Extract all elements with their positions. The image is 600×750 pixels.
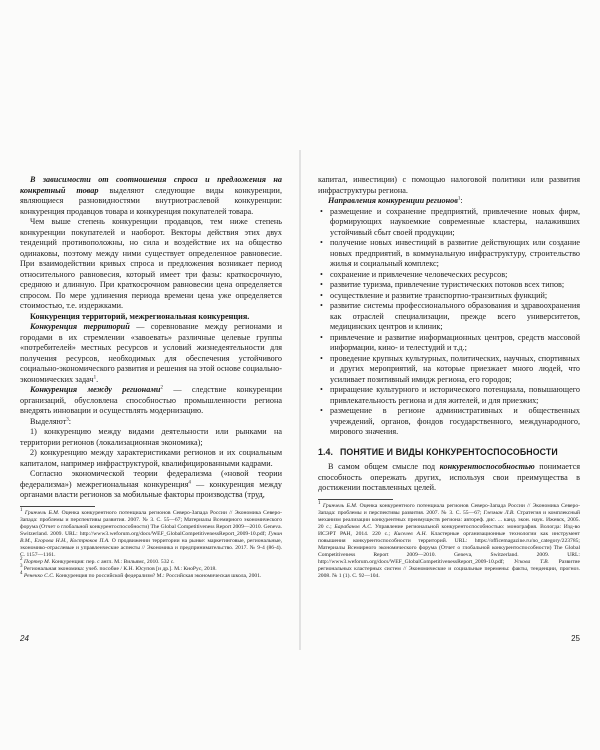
- paragraph: В самом общем смысле под конкурентоспособностью понимается способность опережать других, используя свои преимущества в достижении поставленных целей.: [318, 462, 580, 492]
- list-item: • размещение и сохранение предприятий, привлечение новых фирм, формирующих наукоемкие современные кластеры, налаживших устойчивый сбыт своей продукции;: [318, 207, 580, 239]
- section-number: 1.4.: [318, 446, 334, 457]
- paragraph: 2) конкуренцию между характеристиками регионов и их социальным капиталом, например инфраструктурой, квалифицированными кадрами.: [20, 448, 282, 468]
- subheading: Конкуренция территорий, межрегиональная конкуренция.: [30, 311, 250, 321]
- paragraph: Конкуренция территорий — соревнование между регионами и городами в их стремлении «завоевать» различные целевые группы «потребителей» местных ресурсов и условий жизнедеятельности для получения ресурсов, необходимых для обеспечения устойчивого социально-экономического развития и решения на этой основе социально-экономических задач$^1$.: [20, 322, 282, 384]
- book-gutter: [299, 150, 301, 650]
- footnote: $^1$ Гринчель Б.М. Оценка конкурентного потенциала регионов Северо-Запада России // Экономика Северо-Запада: проблемы и перспективы развития. 2007. № 3. С. 55—67; Глезман Л.В. Стратегия и комплексный механизм реализации конкурентных преимуществ региона: автореф. дис. ... канд. экон. наук. Ижевск, 2005. 20 с.; Барабанов А.С. Управление региональной конкурентоспособностью: монография. Вологда: Изд-во ИСЭРТ РАН, 2014. 220 с.; Киселев А.Н. Кластерные организационные технологии как инструмент повышения конкурентоспособности территорий. URL: https://officemagazine.ru/no_category/223785; Материалы Всемирного экономического форума (Отчет о глобальной конкурентоспособности) The Global Competitiveness Report 2009—2010. Geneva, Switzerland. 2009. URL: http://www3.weforum.org/docs/WEF_GlobalCompetitivenessReport_2009-10.pdf; Ускова Т.В. Развитие региональных кластерных систем // Экономические и социальные перемены: факты, тенденции, прогноз. 2008. № 1 (1). С. 92—104.: [318, 500, 580, 580]
- paragraph: Направления конкуренции регионов$^1$:: [328, 196, 463, 205]
- list-item: • проведение крупных культурных, политических, научных, спортивных и других мероприятий, на которые приезжает много людей, что усиливает позитивный имидж региона, его городов;: [318, 354, 580, 386]
- paragraph: В зависимости от соотношения спроса и предложения на конкретный товар выделяют следующие виды конкуренции, являющиеся разновидностями внутриотраслевой конкуренции: конкуренция продавцов товара и конкуренция покупателей товара.: [20, 175, 282, 216]
- footnote-separator: [20, 506, 95, 507]
- left-footnotes: [20, 507, 283, 581]
- list-item: • приращение культурного и исторического потенциала, повышающего привлекательность региона и для жителей, и для приезжих;: [318, 385, 580, 406]
- left-page: [20, 175, 282, 645]
- right-page: [318, 175, 580, 645]
- right-page-body: [318, 175, 580, 494]
- page-number: 24: [20, 634, 29, 643]
- left-page-body: [20, 175, 282, 501]
- footnote-separator: [318, 499, 393, 500]
- page-number: 25: [571, 634, 580, 643]
- paragraph: Чем выше степень конкуренции продавцов, тем ниже степень конкуренции покупателей и наоборот. Векторы действия этих двух тенденций противоположны, но сила и воздействие их на общество одинаковы, поэтому между ними существует определенное равновесие. При взаимодействии кривых спроса и предложения возникает период относительного равновесия, который имеет три фазы: краткосрочную, среднюю и длинную. При краткосрочном равновесии цена определяется спросом. По мере удлинения периода времени цена уже определяется стоимостью, т.е. издержками.: [20, 217, 282, 310]
- paragraph: Конкуренция между регионами$^2$ — следствие конкуренции организаций, обусловлена способностью промышленности региона внедрять инновации и осуществлять модернизацию.: [20, 385, 282, 415]
- section-heading: [318, 447, 580, 458]
- list-item: • размещение в регионе административных и общественных учреждений, органов, фондов государственного, международного, мирового значения.: [318, 406, 580, 438]
- paragraph: капитал, инвестиции) с помощью налоговой политики или развития инфраструктуры региона.: [318, 175, 580, 195]
- list-item: • привлечение и развитие информационных центров, средств массовой информации, кино- и телестудий и т.д.;: [318, 333, 580, 354]
- paragraph: Выделяют$^3$:: [30, 416, 71, 426]
- list-item: • развитие туризма, привлечение туристических потоков всех типов;: [318, 280, 580, 291]
- section-title: ПОНЯТИЕ И ВИДЫ КОНКУРЕНТОСПОСОБНОСТИ: [340, 446, 558, 457]
- paragraph: 1) конкуренцию между видами деятельности или рынками на территории регионов (локализационная экономика);: [20, 427, 282, 447]
- footnote: $^3$ Региональная экономика: учеб. пособие / К.Н. Юсупов [и др.]. М.: КноРус, 2018.: [20, 564, 217, 573]
- list-item: • получение новых инвестиций в развитие действующих или создание новых предприятий, в коммунальную инфраструктуру, строительство жилья и социальный комплекс;: [318, 238, 580, 270]
- competition-directions-list: [318, 207, 580, 438]
- paragraph: Согласно экономической теории федерализма («новой теории федерализма») межрегиональная конкуренция$^4$ — конкуренция между органами власти регионов за мобильные факторы производства (труд,: [20, 469, 282, 499]
- list-item: • сохранение и привлечение человеческих ресурсов;: [318, 270, 580, 281]
- footnote: $^2$ Портер М. Конкуренция: пер. с англ. М.: Вильямс, 2010. 532 с.: [20, 557, 175, 566]
- list-item: • осуществление и развитие транспортно-транзитных функций;: [318, 291, 580, 302]
- footnote: $^4$ Ренекко С.С. Конкуренция по российской федерализм? М.: Российская экономическая школа, 2001.: [20, 571, 262, 580]
- footnote: $^1$ Гринчель Б.М. Оценка конкурентного потенциала регионов Северо-Запада России // Экономика Северо-Запада: проблемы и перспективы развития. 2007. № 3. С. 55—67; Материалы Всемирного экономического форума (Отчет о глобальной конкурентоспособности) The Global Competitiveness Report 2009—2010. Geneva. Switzerland. 2009. URL: http://www3.weforum.org/docs/WEF_GlobalCompetitivenessReport_2009-10.pdf; Гунин В.М., Егорова Н.Н., Кострюков П.А. О продвижении территории на рынке: маркетинговые, региональные, экономико-отраслевые и управленческие аспекты // Экономика и предпринимательство. 2017. № 9-4 (86-4). С. 1157—1161.: [20, 507, 283, 559]
- list-item: • развитие системы профессионального образования и здравоохранения как отраслей специализации, прежде всего университетов, медицинских центров и клиник;: [318, 301, 580, 333]
